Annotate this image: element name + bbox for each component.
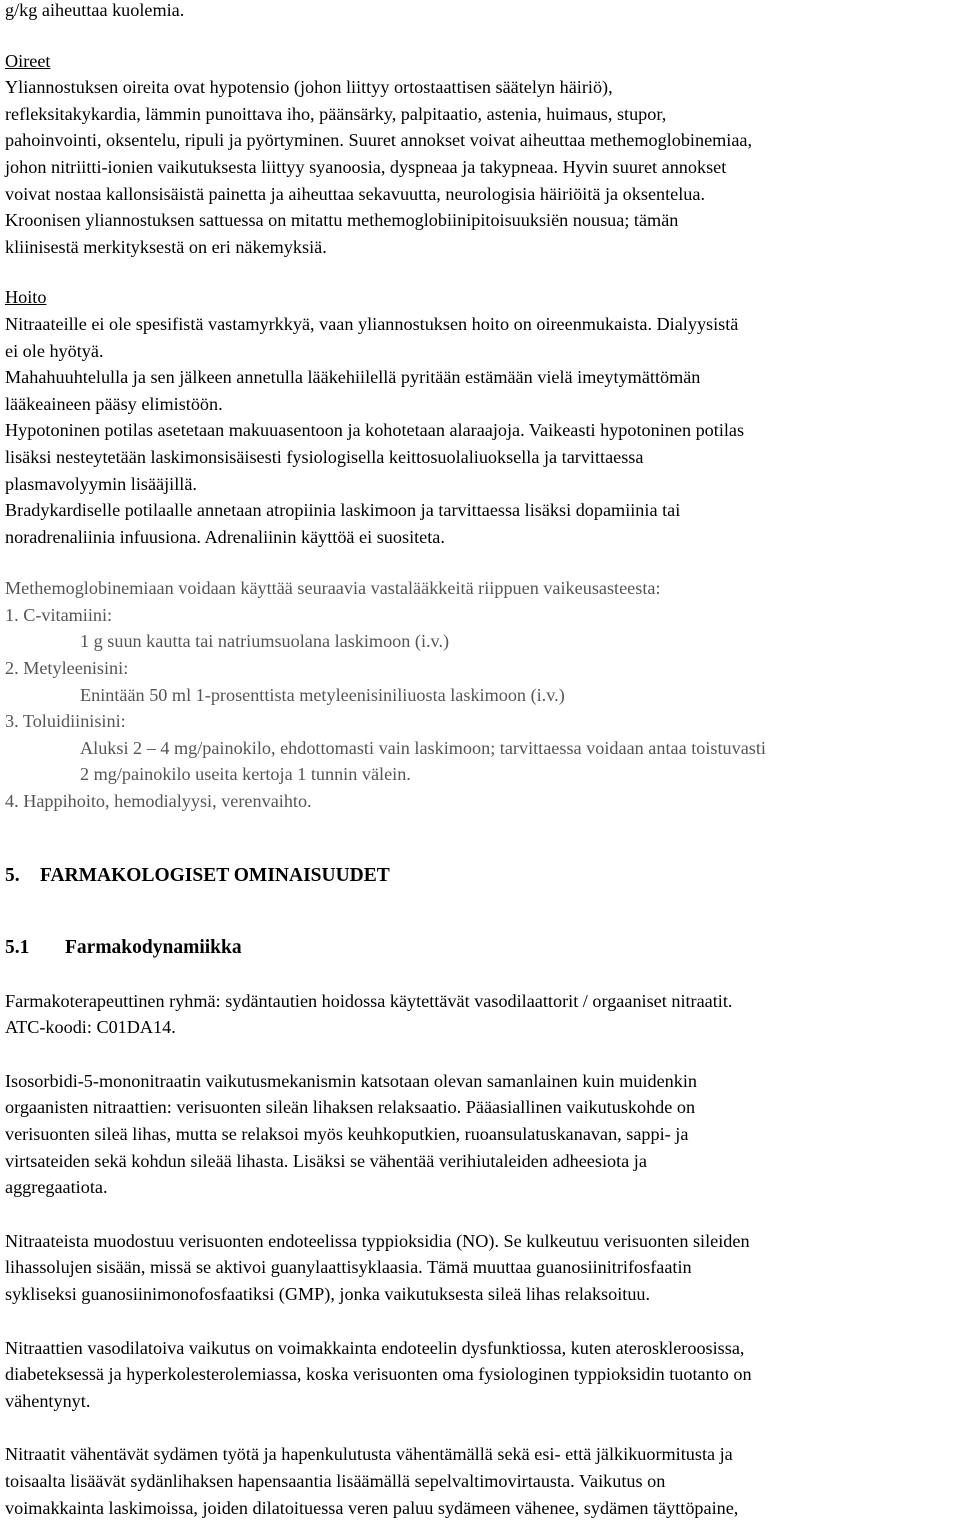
paragraph	[5, 1068, 957, 1201]
document-page	[5, 0, 957, 1521]
oireet-heading: Oireet	[5, 50, 51, 71]
antidote-item-detail: Aluksi 2 – 4 mg/painokilo, ehdottomasti vain laskimoon; tarvittaessa voidaan antaa toistuvasti	[80, 737, 766, 758]
text-line: sykliseksi guanosiinimonofosfaatiksi (GMP), jonka vaikutuksesta sileä lihas relaksoituu.	[5, 1283, 651, 1304]
methemo-intro: Methemoglobinemiaan voidaan käyttää seuraavia vastalääkkeitä riippuen vaikeusasteesta:	[5, 578, 661, 599]
text-line: lisäksi nesteytetään laskimonsisäisesti fysiologisella keittosuolaliuoksella ja tarvittaessa	[5, 446, 644, 467]
text-line: pahoinvointi, oksentelu, ripuli ja pyörtyminen. Suuret annokset voivat aiheuttaa methemoglobinemiaa,	[5, 130, 753, 151]
text-line: orgaanisten nitraattien: verisuonten sileän lihaksen relaksaatio. Pääasiallinen vaikutuskohde on	[5, 1097, 696, 1118]
antidote-item-detail: 1 g suun kautta tai natriumsuolana laskimoon (i.v.)	[80, 631, 450, 652]
methemoglobinemia-block	[5, 575, 957, 814]
text-line: kliinisestä merkityksestä on eri näkemyksiä.	[5, 236, 327, 257]
section-number: 5.1	[5, 936, 30, 958]
text-line: Nitraatit vähentävät sydämen työtä ja hapenkulutusta vähentämällä sekä esi- että jälkikuormitusta ja	[5, 1444, 733, 1465]
top-line: g/kg aiheuttaa kuolemia.	[5, 0, 185, 20]
section-title: Farmakodynamiikka	[65, 936, 242, 958]
text-line: Kroonisen yliannostuksen sattuessa on mitattu methemoglobiinipitoisuuksiën nousua; tämän	[5, 210, 679, 231]
text-line: Nitraateista muodostuu verisuonten endoteelissa typpioksidia (NO). Se kulkeutuu verisuonten sileiden	[5, 1230, 750, 1251]
text-line: voimakkainta laskimoissa, joiden dilatoituessa veren paluu sydämeen vähenee, sydämen täyttöpaine,	[5, 1497, 739, 1518]
section-title: FARMAKOLOGISET OMINAISUUDET	[40, 864, 390, 886]
text-line: diabeteksessä ja hyperkolesterolemiassa, koska verisuonten oma fysiologinen typpioksidin tuotanto on	[5, 1364, 752, 1385]
text-line: aggregaatiota.	[5, 1177, 108, 1198]
antidote-item-label: 1. C-vitamiini:	[5, 604, 113, 625]
section-number: 5.	[5, 864, 20, 886]
hoito-heading: Hoito	[5, 287, 47, 308]
text-line: Bradykardiselle potilaalle annetaan atropiinia laskimoon ja tarvittaessa lisäksi dopamiinia tai	[5, 500, 681, 521]
text-line: Mahahuuhtelulla ja sen jälkeen annetulla lääkehiilellä pyritään estämään vielä imeytymättömän	[5, 367, 701, 388]
paragraph	[5, 1441, 957, 1521]
text-line: Isosorbidi-5-mononitraatin vaikutusmekanismin katsotaan olevan samanlainen kuin muidenkin	[5, 1070, 697, 1091]
text-line: Yliannostuksen oireita ovat hypotensio (johon liittyy ortostaattisen säätelyn häiriö),	[5, 77, 613, 98]
text-line: johon nitriitti-ionien vaikutuksesta liittyy syanoosia, dyspneaa ja takypneaa. Hyvin suuret annokset	[5, 156, 727, 177]
text-line: ei ole hyötyä.	[5, 340, 104, 361]
antidote-item-label: 3. Toluidiinisini:	[5, 711, 126, 732]
text-line: vähentynyt.	[5, 1390, 91, 1411]
text-line: Nitraattien vasodilatoiva vaikutus on voimakkainta endoteelin dysfunktiossa, kuten ateroskleroosissa,	[5, 1337, 745, 1358]
text-line: plasmavolyymin lisääjillä.	[5, 473, 197, 494]
text-line: lääkeaineen pääsy elimistöön.	[5, 393, 223, 414]
antidote-item-label: 2. Metyleenisini:	[5, 658, 129, 679]
oireet-text	[5, 74, 957, 260]
section-5-1-heading	[5, 935, 957, 961]
antidote-item-detail: Enintään 50 ml 1-prosenttista metyleenisiniliuosta laskimoon (i.v.)	[80, 684, 565, 705]
paragraph	[5, 1228, 957, 1308]
text-line: virtsateiden sekä kohdun sileää lihasta. Lisäksi se vähentää verihiutaleiden adheesiota ja	[5, 1150, 647, 1171]
paragraph	[5, 988, 957, 1041]
text-line: Hypotoninen potilas asetetaan makuuasentoon ja kohotetaan alaraajoja. Vaikeasti hypotoninen potilas	[5, 420, 745, 441]
paragraph	[5, 1335, 957, 1415]
section-5-heading	[5, 863, 957, 889]
text-line: verisuonten sileä lihas, mutta se relaksoi myös keuhkoputkien, ruoansulatuskanavan, sappi- ja	[5, 1124, 689, 1144]
hoito-text	[5, 311, 957, 550]
text-line: Farmakoterapeuttinen ryhmä: sydäntautien hoidossa käytettävät vasodilaattorit / orgaaniset nitraatit.	[5, 990, 733, 1011]
text-line: voivat nostaa kallonsisäistä painetta ja aiheuttaa sekavuutta, neurologisia häiriöitä ja oksentelua.	[5, 183, 705, 204]
text-line: noradrenaliinia infuusiona. Adrenaliinin käyttöä ei suositeta.	[5, 526, 445, 547]
text-line: Nitraateille ei ole spesifistä vastamyrkkyä, vaan yliannostuksen hoito on oireenmukaista. Dialyysistä	[5, 313, 739, 334]
text-line: lihassolujen sisään, missä se aktivoi guanylaattisyklaasia. Tämä muuttaa guanosiinitrifosfaatin	[5, 1257, 692, 1278]
text-line: refleksitakykardia, lämmin punoittava iho, päänsärky, palpitaatio, astenia, huimaus, stupor,	[5, 103, 667, 124]
text-line: ATC-koodi: C01DA14.	[5, 1017, 176, 1038]
text-line: toisaalta lisäävät sydänlihaksen hapensaantia lisäämällä sepelvaltimovirtausta. Vaikutus on	[5, 1470, 666, 1491]
antidote-item-label: 4. Happihoito, hemodialyysi, verenvaihto.	[5, 791, 312, 812]
antidote-item-detail: 2 mg/painokilo useita kertoja 1 tunnin välein.	[80, 764, 411, 785]
